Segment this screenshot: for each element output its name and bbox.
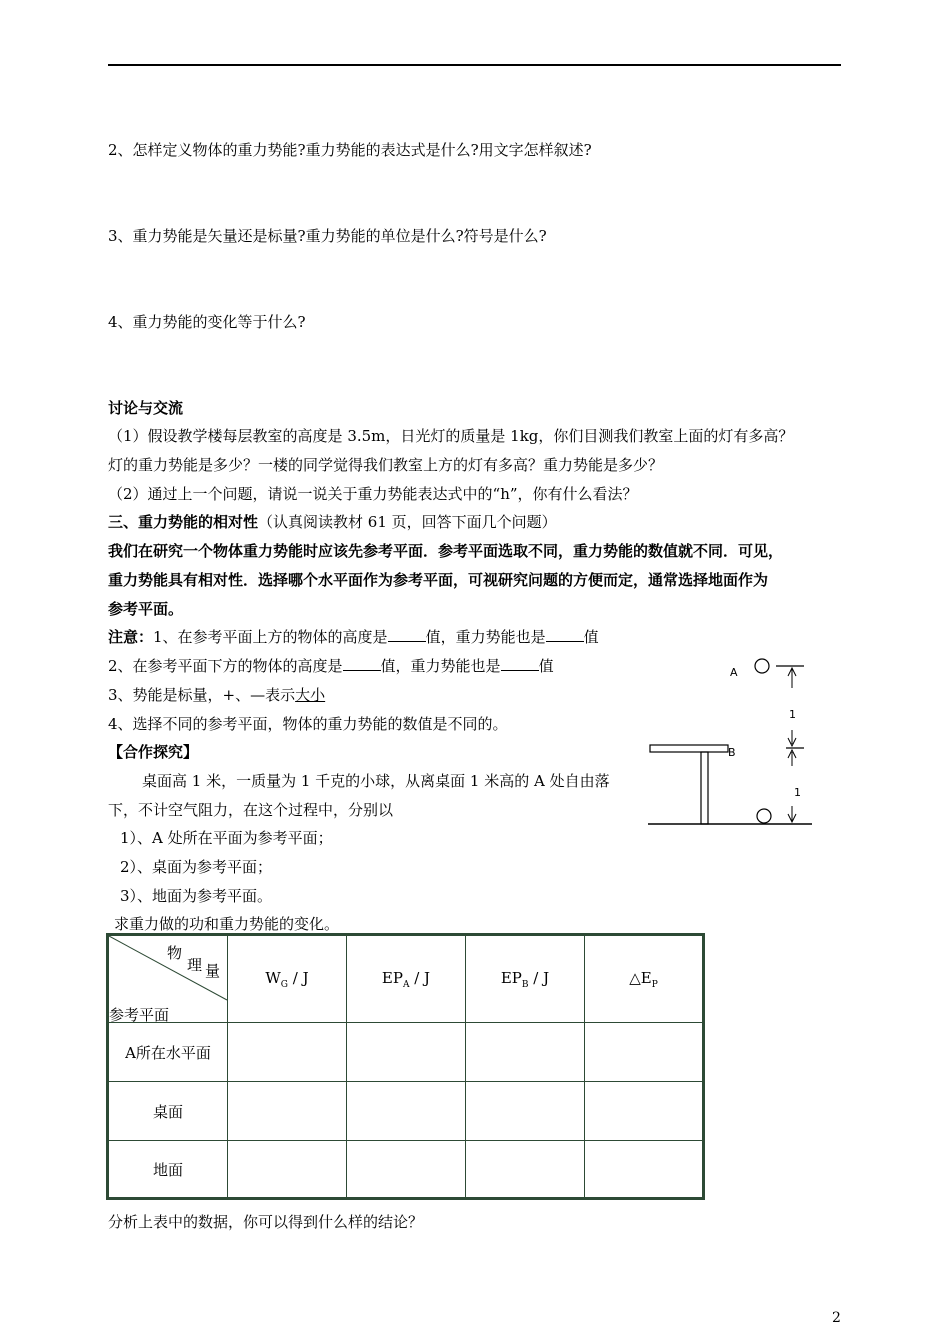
- note-3-answer: 大小: [295, 686, 326, 704]
- answer-cell[interactable]: [466, 1082, 585, 1141]
- table-top: [650, 745, 728, 752]
- answer-cell[interactable]: [466, 1023, 585, 1082]
- discussion-p2: （2）通过上一个问题，请说一说关于重力势能表达式中的“h”，你有什么看法？: [108, 485, 638, 503]
- answer-blank[interactable]: [388, 627, 426, 642]
- physics-quantity-table: [106, 933, 705, 1200]
- label-b: B: [728, 746, 736, 759]
- table-row: [108, 1023, 704, 1082]
- note-2: [108, 656, 554, 676]
- note-3-text: 3、势能是标量，+、—表示: [108, 686, 296, 704]
- header-wg-sub: G: [280, 979, 288, 990]
- answer-cell[interactable]: [228, 1082, 347, 1141]
- header-epa-symbol: EP: [381, 968, 403, 987]
- answer-cell[interactable]: [585, 1082, 704, 1141]
- section3-bold1: 我们在研究一个物体重力势能时应该先参考平面．参考平面选取不同，重力势能的数值就不同．可见，: [108, 542, 784, 560]
- table-leg: [701, 752, 708, 824]
- note-1-text-c: 值: [583, 628, 599, 646]
- discussion-heading: 讨论与交流: [108, 399, 184, 417]
- header-epa: [347, 935, 466, 1023]
- answer-cell[interactable]: [228, 1141, 347, 1199]
- coop-option-1: 1）、A 处所在平面为参考平面；: [120, 829, 333, 847]
- discussion-p1b: 灯的重力势能是多少？一楼的同学觉得我们教室上方的灯有多高？重力势能是多少？: [108, 456, 664, 474]
- section3-title: 三、重力势能的相对性: [108, 513, 259, 531]
- label-a: A: [730, 666, 738, 679]
- conclusion-question: 分析上表中的数据，你可以得到什么样的结论？: [108, 1213, 424, 1231]
- header-epa-sub: A: [402, 979, 410, 990]
- answer-cell[interactable]: [347, 1023, 466, 1082]
- header-epb: [466, 935, 585, 1023]
- header-rule: [108, 64, 841, 66]
- header-reference-plane: 参考平面: [109, 1006, 170, 1024]
- answer-cell[interactable]: [585, 1141, 704, 1199]
- header-wg: [228, 935, 347, 1023]
- question-4: 4、重力势能的变化等于什么?: [108, 313, 306, 331]
- header-wg-symbol: W: [265, 968, 281, 987]
- header-delta-ep-symbol: △E: [629, 968, 652, 987]
- note-4: 4、选择不同的参考平面，物体的重力势能的数值是不同的。: [108, 715, 508, 733]
- dim-label-1: 1: [789, 708, 796, 721]
- answer-cell[interactable]: [347, 1141, 466, 1199]
- coop-p1: 桌面高 1 米，一质量为 1 千克的小球，从离桌面 1 米高的 A 处自由落: [142, 772, 610, 790]
- answer-cell[interactable]: [585, 1023, 704, 1082]
- table-header-row: [108, 935, 704, 1023]
- note-2-text-c: 值: [538, 657, 554, 675]
- discussion-p1a: （1）假设教学楼每层教室的高度是 3.5m，日光灯的质量是 1kg，你们目测我们教室上面的灯有多高？: [108, 427, 794, 445]
- row-label: A所在水平面: [108, 1023, 228, 1082]
- header-epa-unit: / J: [409, 968, 431, 987]
- header-delta-ep: [585, 935, 704, 1023]
- section3-bold3: 参考平面。: [108, 600, 184, 618]
- header-epb-symbol: EP: [500, 968, 522, 987]
- section3-bold2: 重力势能具有相对性．选择哪个水平面作为参考平面，可视研究问题的方便而定，通常选择地面作为: [108, 571, 769, 589]
- header-delta-ep-sub: P: [651, 979, 658, 990]
- header-epb-unit: / J: [528, 968, 550, 987]
- note-label: 注意：: [108, 628, 154, 646]
- coop-ask: 求重力做的功和重力势能的变化。: [114, 915, 340, 933]
- table-row: [108, 1082, 704, 1141]
- note-2-text-a: 2、在参考平面下方的物体的高度是: [108, 657, 343, 675]
- table-ball-diagram: [640, 648, 820, 838]
- page-number: 2: [832, 1310, 841, 1326]
- answer-cell[interactable]: [347, 1082, 466, 1141]
- answer-blank[interactable]: [546, 627, 584, 642]
- ball-at-a: [755, 659, 769, 673]
- section3-note: （认真阅读教材 61 页，回答下面几个问题）: [258, 513, 557, 531]
- answer-blank[interactable]: [343, 656, 381, 671]
- header-epb-sub: B: [521, 979, 529, 990]
- note-1-text-b: 值，重力势能也是: [425, 628, 546, 646]
- answer-blank[interactable]: [501, 656, 539, 671]
- ball-on-ground: [757, 809, 771, 823]
- dim-label-2: 1: [794, 786, 801, 799]
- note-1-text-a: 1、在参考平面上方的物体的高度是: [153, 628, 388, 646]
- section3-heading: [108, 512, 557, 532]
- header-liang: 量: [205, 962, 221, 980]
- note-1: [108, 627, 599, 647]
- question-3: 3、重力势能是矢量还是标量?重力势能的单位是什么?符号是什么?: [108, 227, 547, 245]
- note-2-text-b: 值，重力势能也是: [380, 657, 501, 675]
- header-wg-unit: / J: [288, 968, 309, 987]
- coop-option-2: 2）、桌面为参考平面；: [120, 858, 273, 876]
- table-row: [108, 1141, 704, 1199]
- coop-heading: 【合作探究】: [108, 743, 199, 761]
- header-li: 理: [187, 956, 203, 974]
- answer-cell[interactable]: [466, 1141, 585, 1199]
- answer-cell[interactable]: [228, 1023, 347, 1082]
- row-label: 地面: [108, 1141, 228, 1199]
- diagonal-header-cell: [108, 935, 228, 1023]
- question-2: 2、怎样定义物体的重力势能?重力势能的表达式是什么?用文字怎样叙述?: [108, 141, 592, 159]
- row-label: 桌面: [108, 1082, 228, 1141]
- coop-option-3: 3）、地面为参考平面。: [120, 887, 273, 905]
- note-3: [108, 685, 325, 705]
- header-wu: 物: [167, 944, 183, 962]
- coop-p2: 下，不计空气阻力，在这个过程中，分别以: [108, 801, 394, 819]
